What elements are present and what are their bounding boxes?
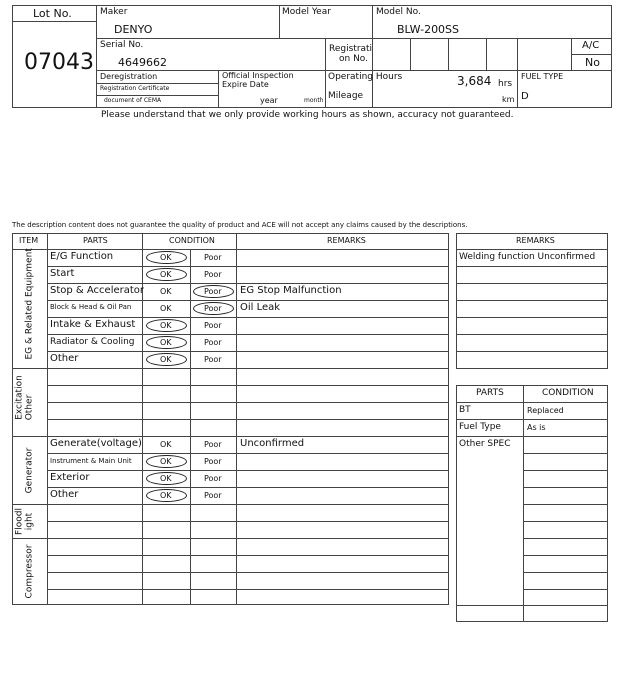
ok-option: OK	[160, 491, 172, 500]
model-no-label: Model No.	[376, 7, 421, 17]
part-name: Radiator & Cooling	[50, 337, 135, 347]
divider	[218, 70, 219, 108]
divider	[12, 436, 449, 437]
ok-option: OK	[160, 304, 172, 313]
part-name: Intake & Exhaust	[50, 319, 136, 330]
side-part-condition: As is	[527, 423, 546, 432]
divider	[523, 521, 608, 522]
side-part-name: BT	[459, 405, 471, 415]
fuel-type-label: FUEL TYPE	[521, 72, 564, 81]
divider	[47, 351, 449, 352]
divider	[523, 538, 608, 539]
poor-option: Poor	[204, 440, 222, 449]
km-unit: km	[502, 95, 515, 104]
divider	[456, 300, 608, 301]
divider	[12, 538, 449, 539]
divider	[372, 5, 373, 108]
registration-label: Registrati	[329, 44, 373, 54]
divider	[523, 504, 608, 505]
part-name: Instrument & Main Unit	[50, 457, 132, 465]
divider	[279, 5, 280, 38]
divider	[456, 402, 608, 403]
divider	[47, 487, 449, 488]
divider	[448, 38, 449, 70]
poor-option: Poor	[204, 338, 222, 347]
divider	[96, 5, 97, 108]
ok-option: OK	[160, 440, 172, 449]
section-floodlight: Floodl	[14, 508, 25, 535]
maker-label: Maker	[100, 7, 128, 17]
divider	[96, 95, 218, 96]
side-remark-line: Welding function Unconfirmed	[459, 252, 596, 262]
divider	[47, 283, 449, 284]
hrs-unit: hrs	[498, 79, 513, 89]
divider	[47, 385, 449, 386]
divider	[47, 555, 449, 556]
ac-label: A/C	[582, 40, 600, 51]
ok-option: OK	[160, 287, 172, 296]
divider	[47, 300, 449, 301]
divider	[12, 368, 449, 369]
fuel-type-value: D	[521, 91, 529, 102]
maker-value: DENYO	[114, 23, 153, 36]
side-parts-header: PARTS	[476, 388, 504, 398]
divider	[410, 38, 411, 70]
side-part-condition: Replaced	[527, 406, 564, 415]
lot-number: 07043	[24, 50, 94, 75]
divider	[523, 470, 608, 471]
poor-option: Poor	[204, 304, 222, 313]
part-name: Other	[50, 489, 79, 500]
divider	[456, 605, 608, 606]
serial-value: 4649662	[118, 56, 167, 69]
model-year-label: Model Year	[282, 7, 331, 17]
poor-option: Poor	[204, 270, 222, 279]
month-label: month	[304, 97, 324, 104]
divider	[523, 589, 608, 590]
part-name: Start	[50, 268, 75, 279]
side-part-name: Fuel Type	[459, 422, 501, 432]
poor-option: Poor	[204, 457, 222, 466]
registration-label-2: on No.	[339, 54, 369, 64]
divider	[12, 249, 449, 250]
operating-hours-label: Operating Hours	[328, 72, 403, 82]
divider	[456, 334, 608, 335]
divider	[96, 38, 612, 39]
divider	[12, 21, 96, 22]
remarks-header: REMARKS	[327, 236, 366, 245]
ok-option: OK	[160, 457, 172, 466]
divider	[456, 317, 608, 318]
remark-text: Oil Leak	[240, 302, 281, 313]
serial-label: Serial No.	[100, 40, 144, 50]
divider	[571, 54, 612, 55]
divider	[47, 572, 449, 573]
poor-option: Poor	[204, 321, 222, 330]
divider	[456, 266, 608, 267]
section-eg-related-equipment: EG & Related Equipment	[24, 248, 35, 360]
section-excitation-other: Other	[24, 394, 35, 421]
side-remarks-header: REMARKS	[516, 236, 555, 245]
section-floodlight-2: ight	[24, 512, 35, 531]
poor-option: Poor	[204, 474, 222, 483]
ok-option: OK	[160, 270, 172, 279]
divider	[517, 38, 518, 108]
part-name: Stop & Accelerator	[50, 285, 145, 296]
divider	[190, 249, 191, 605]
divider	[486, 38, 487, 70]
part-name: Exterior	[50, 472, 90, 483]
section-excitation: Excitation	[14, 375, 25, 420]
ok-option: OK	[160, 338, 172, 347]
divider	[12, 504, 449, 505]
registration-certificate-label: Registration Certificate	[100, 85, 170, 92]
divider	[523, 572, 608, 573]
part-name: Other	[50, 353, 79, 364]
poor-option: Poor	[204, 355, 222, 364]
part-name: E/G Function	[50, 251, 114, 262]
divider	[47, 453, 449, 454]
ac-value: No	[585, 56, 600, 69]
divider	[47, 266, 449, 267]
divider	[96, 83, 218, 84]
cema-document-label: document of CEMA	[104, 97, 162, 104]
side-condition-header: CONDITION	[542, 388, 594, 398]
lot-label: Lot No.	[33, 7, 72, 20]
ok-option: OK	[160, 253, 172, 262]
divider	[523, 555, 608, 556]
official-inspection-label: Official Inspection	[222, 71, 294, 80]
divider	[523, 453, 608, 454]
ok-option: OK	[160, 355, 172, 364]
section-generator: Generator	[24, 447, 35, 494]
item-header: ITEM	[19, 236, 39, 245]
divider	[96, 70, 612, 71]
side-part-name: Other SPEC	[459, 439, 511, 449]
deregistration-label: Deregistration	[100, 72, 158, 81]
mileage-label: Mileage	[328, 91, 364, 101]
model-no-value: BLW-200SS	[397, 23, 460, 36]
divider	[47, 521, 449, 522]
remark-text: Unconfirmed	[240, 438, 305, 449]
divider	[456, 419, 608, 420]
divider	[47, 470, 449, 471]
year-label: year	[260, 96, 278, 105]
divider	[456, 351, 608, 352]
divider	[456, 436, 608, 437]
divider	[456, 283, 608, 284]
divider	[47, 334, 449, 335]
part-name: Block & Head & Oil Pan	[50, 303, 132, 311]
parts-header: PARTS	[83, 236, 108, 245]
poor-option: Poor	[204, 253, 222, 262]
ok-option: OK	[160, 474, 172, 483]
poor-option: Poor	[204, 287, 222, 296]
disclaimer: The description content does not guarantee the quality of product and ACE will not accept any claims caused by the descriptions.	[12, 221, 468, 229]
expire-date-label: Expire Date	[222, 80, 269, 89]
remark-text: EG Stop Malfunction	[240, 285, 342, 296]
divider	[47, 402, 449, 403]
ok-option: OK	[160, 321, 172, 330]
condition-header: CONDITION	[169, 236, 215, 245]
divider	[47, 589, 449, 590]
divider	[325, 38, 326, 108]
part-name: Generate(voltage)	[50, 438, 142, 449]
divider	[47, 317, 449, 318]
divider	[47, 419, 449, 420]
section-compressor: Compressor	[24, 544, 35, 599]
divider	[523, 487, 608, 488]
divider	[456, 249, 608, 250]
operating-hours-value: 3,684	[457, 74, 492, 88]
poor-option: Poor	[204, 491, 222, 500]
hours-notice: Please understand that we only provide working hours as shown, accuracy not guaranteed.	[101, 110, 514, 120]
